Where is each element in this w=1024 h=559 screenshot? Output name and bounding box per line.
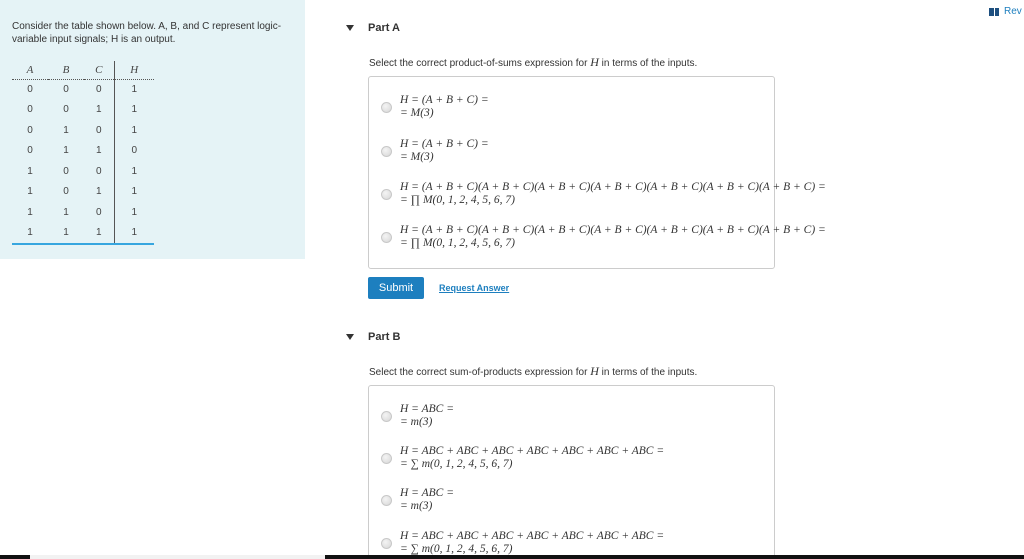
part-b-option-1[interactable] [381, 403, 454, 429]
part-b-header[interactable] [346, 329, 400, 345]
expr-line: H = (A + B + C)(A + B + C)(A + B + C)(A + B + C)(A + B + C)(A + B + C)(A + B + C) = [400, 224, 826, 236]
review-link[interactable] [989, 6, 1022, 17]
cell: 0 [63, 84, 69, 95]
expr-line: H = ABC = [400, 403, 454, 415]
cell: 1 [131, 206, 138, 218]
radio-button[interactable] [381, 232, 392, 243]
cell: 0 [84, 120, 114, 141]
table-row [12, 100, 154, 121]
cell: 1 [131, 165, 138, 177]
expr-line: H = (A + B + C)(A + B + C)(A + B + C)(A + B + C)(A + B + C)(A + B + C)(A + B + C) = [400, 181, 826, 193]
header-h: H [114, 61, 154, 79]
cell: 1 [84, 100, 114, 121]
review-icon [989, 8, 999, 16]
option-expression [400, 445, 664, 471]
cell: 0 [84, 202, 114, 223]
option-expression [400, 530, 664, 556]
cell: 1 [84, 182, 114, 203]
cell: 1 [27, 206, 33, 218]
cell: 1 [27, 186, 33, 198]
prompt-text: Select the correct product-of-sums expression for [369, 58, 591, 69]
cell: 1 [63, 145, 69, 157]
cell: 0 [27, 124, 33, 136]
prompt-text: Select the correct sum-of-products expression for [369, 367, 591, 378]
part-a-option-2[interactable] [381, 138, 489, 164]
expr-line: H = ABC = [400, 487, 454, 499]
caret-down-icon [346, 25, 354, 31]
expr-line: = M(3) [400, 107, 434, 119]
header-c: C [84, 61, 114, 79]
option-expression [400, 181, 826, 207]
cell: 1 [63, 124, 69, 136]
bottom-bar [0, 555, 1024, 559]
part-b-title: Part B [368, 331, 401, 343]
part-a-title: Part A [368, 22, 400, 34]
cell: 1 [27, 165, 33, 177]
part-a-prompt [369, 55, 697, 70]
option-expression [400, 94, 489, 120]
option-expression [400, 403, 454, 429]
expr-line: = ∏ M(0, 1, 2, 4, 5, 6, 7) [400, 194, 515, 206]
review-label: Rev [1004, 6, 1022, 17]
cell: 0 [84, 161, 114, 182]
prompt-text: in terms of the inputs. [598, 367, 698, 378]
cell: 1 [131, 186, 138, 198]
cell: 1 [131, 124, 138, 136]
expr-line: = m(3) [400, 416, 433, 428]
radio-button[interactable] [381, 411, 392, 422]
option-expression [400, 487, 454, 513]
problem-intro-text: Consider the table shown below. A, B, and C represent logic-variable input signals; H is an output. [12, 21, 282, 45]
radio-button[interactable] [381, 495, 392, 506]
cell: 0 [63, 104, 69, 116]
header-a: A [12, 61, 48, 79]
caret-down-icon [346, 334, 354, 340]
part-a-option-4[interactable] [381, 224, 826, 250]
table-row [12, 161, 154, 182]
prompt-variable: H [590, 55, 599, 69]
cell: 1 [131, 104, 138, 116]
radio-button[interactable] [381, 538, 392, 549]
expr-line: = m(3) [400, 500, 433, 512]
option-expression [400, 138, 489, 164]
part-a-options [368, 76, 826, 269]
cell: 1 [131, 227, 138, 239]
cell: 0 [27, 104, 33, 116]
cell: 1 [63, 227, 69, 239]
problem-panel [0, 0, 305, 259]
part-a-header[interactable] [346, 20, 400, 36]
expr-line: = ∑ m(0, 1, 2, 4, 5, 6, 7) [400, 458, 513, 470]
part-b-options [368, 385, 775, 559]
header-b: B [48, 61, 84, 79]
prompt-variable: H [590, 364, 599, 378]
truth-table-header [12, 61, 154, 79]
cell: 0 [63, 186, 69, 198]
radio-button[interactable] [381, 189, 392, 200]
cell: 0 [63, 165, 69, 177]
expr-line: = ∑ m(0, 1, 2, 4, 5, 6, 7) [400, 543, 513, 555]
part-a-option-3[interactable] [381, 181, 826, 207]
radio-button[interactable] [381, 102, 392, 113]
bottom-bar-segment [30, 555, 325, 559]
submit-button[interactable]: Submit [368, 277, 424, 299]
cell: 0 [84, 79, 114, 100]
expr-line: = M(3) [400, 151, 434, 163]
part-b-prompt [369, 364, 697, 379]
prompt-text: in terms of the inputs. [598, 58, 698, 69]
truth-table [12, 61, 154, 243]
request-answer-link[interactable]: Request Answer [439, 283, 510, 293]
cell: 1 [27, 227, 33, 239]
table-row [12, 141, 154, 162]
expr-line: H = (A + B + C) = [400, 94, 489, 106]
part-b-option-2[interactable] [381, 445, 664, 471]
radio-button[interactable] [381, 453, 392, 464]
part-a-option-1[interactable] [381, 94, 489, 120]
cell: 0 [27, 84, 33, 95]
expr-line: H = ABC + ABC + ABC + ABC + ABC + ABC + ABC = [400, 445, 665, 457]
table-row [12, 182, 154, 203]
cell: 0 [27, 145, 33, 157]
table-underline [12, 243, 154, 245]
cell: 1 [63, 206, 69, 218]
cell: 1 [84, 141, 114, 162]
table-row [12, 223, 154, 244]
table-row [12, 79, 154, 100]
cell: 1 [84, 223, 114, 244]
expr-line: = ∏ M(0, 1, 2, 4, 5, 6, 7) [400, 237, 515, 249]
table-row [12, 202, 154, 223]
expr-line: H = ABC + ABC + ABC + ABC + ABC + ABC + ABC = [400, 530, 665, 542]
part-b-option-3[interactable] [381, 487, 454, 513]
table-row [12, 120, 154, 141]
cell: 1 [131, 84, 138, 95]
cell: 0 [131, 145, 138, 157]
expr-line: H = (A + B + C) = [400, 138, 489, 150]
option-expression [400, 224, 826, 250]
radio-button[interactable] [381, 146, 392, 157]
part-b-option-4[interactable] [381, 530, 664, 556]
